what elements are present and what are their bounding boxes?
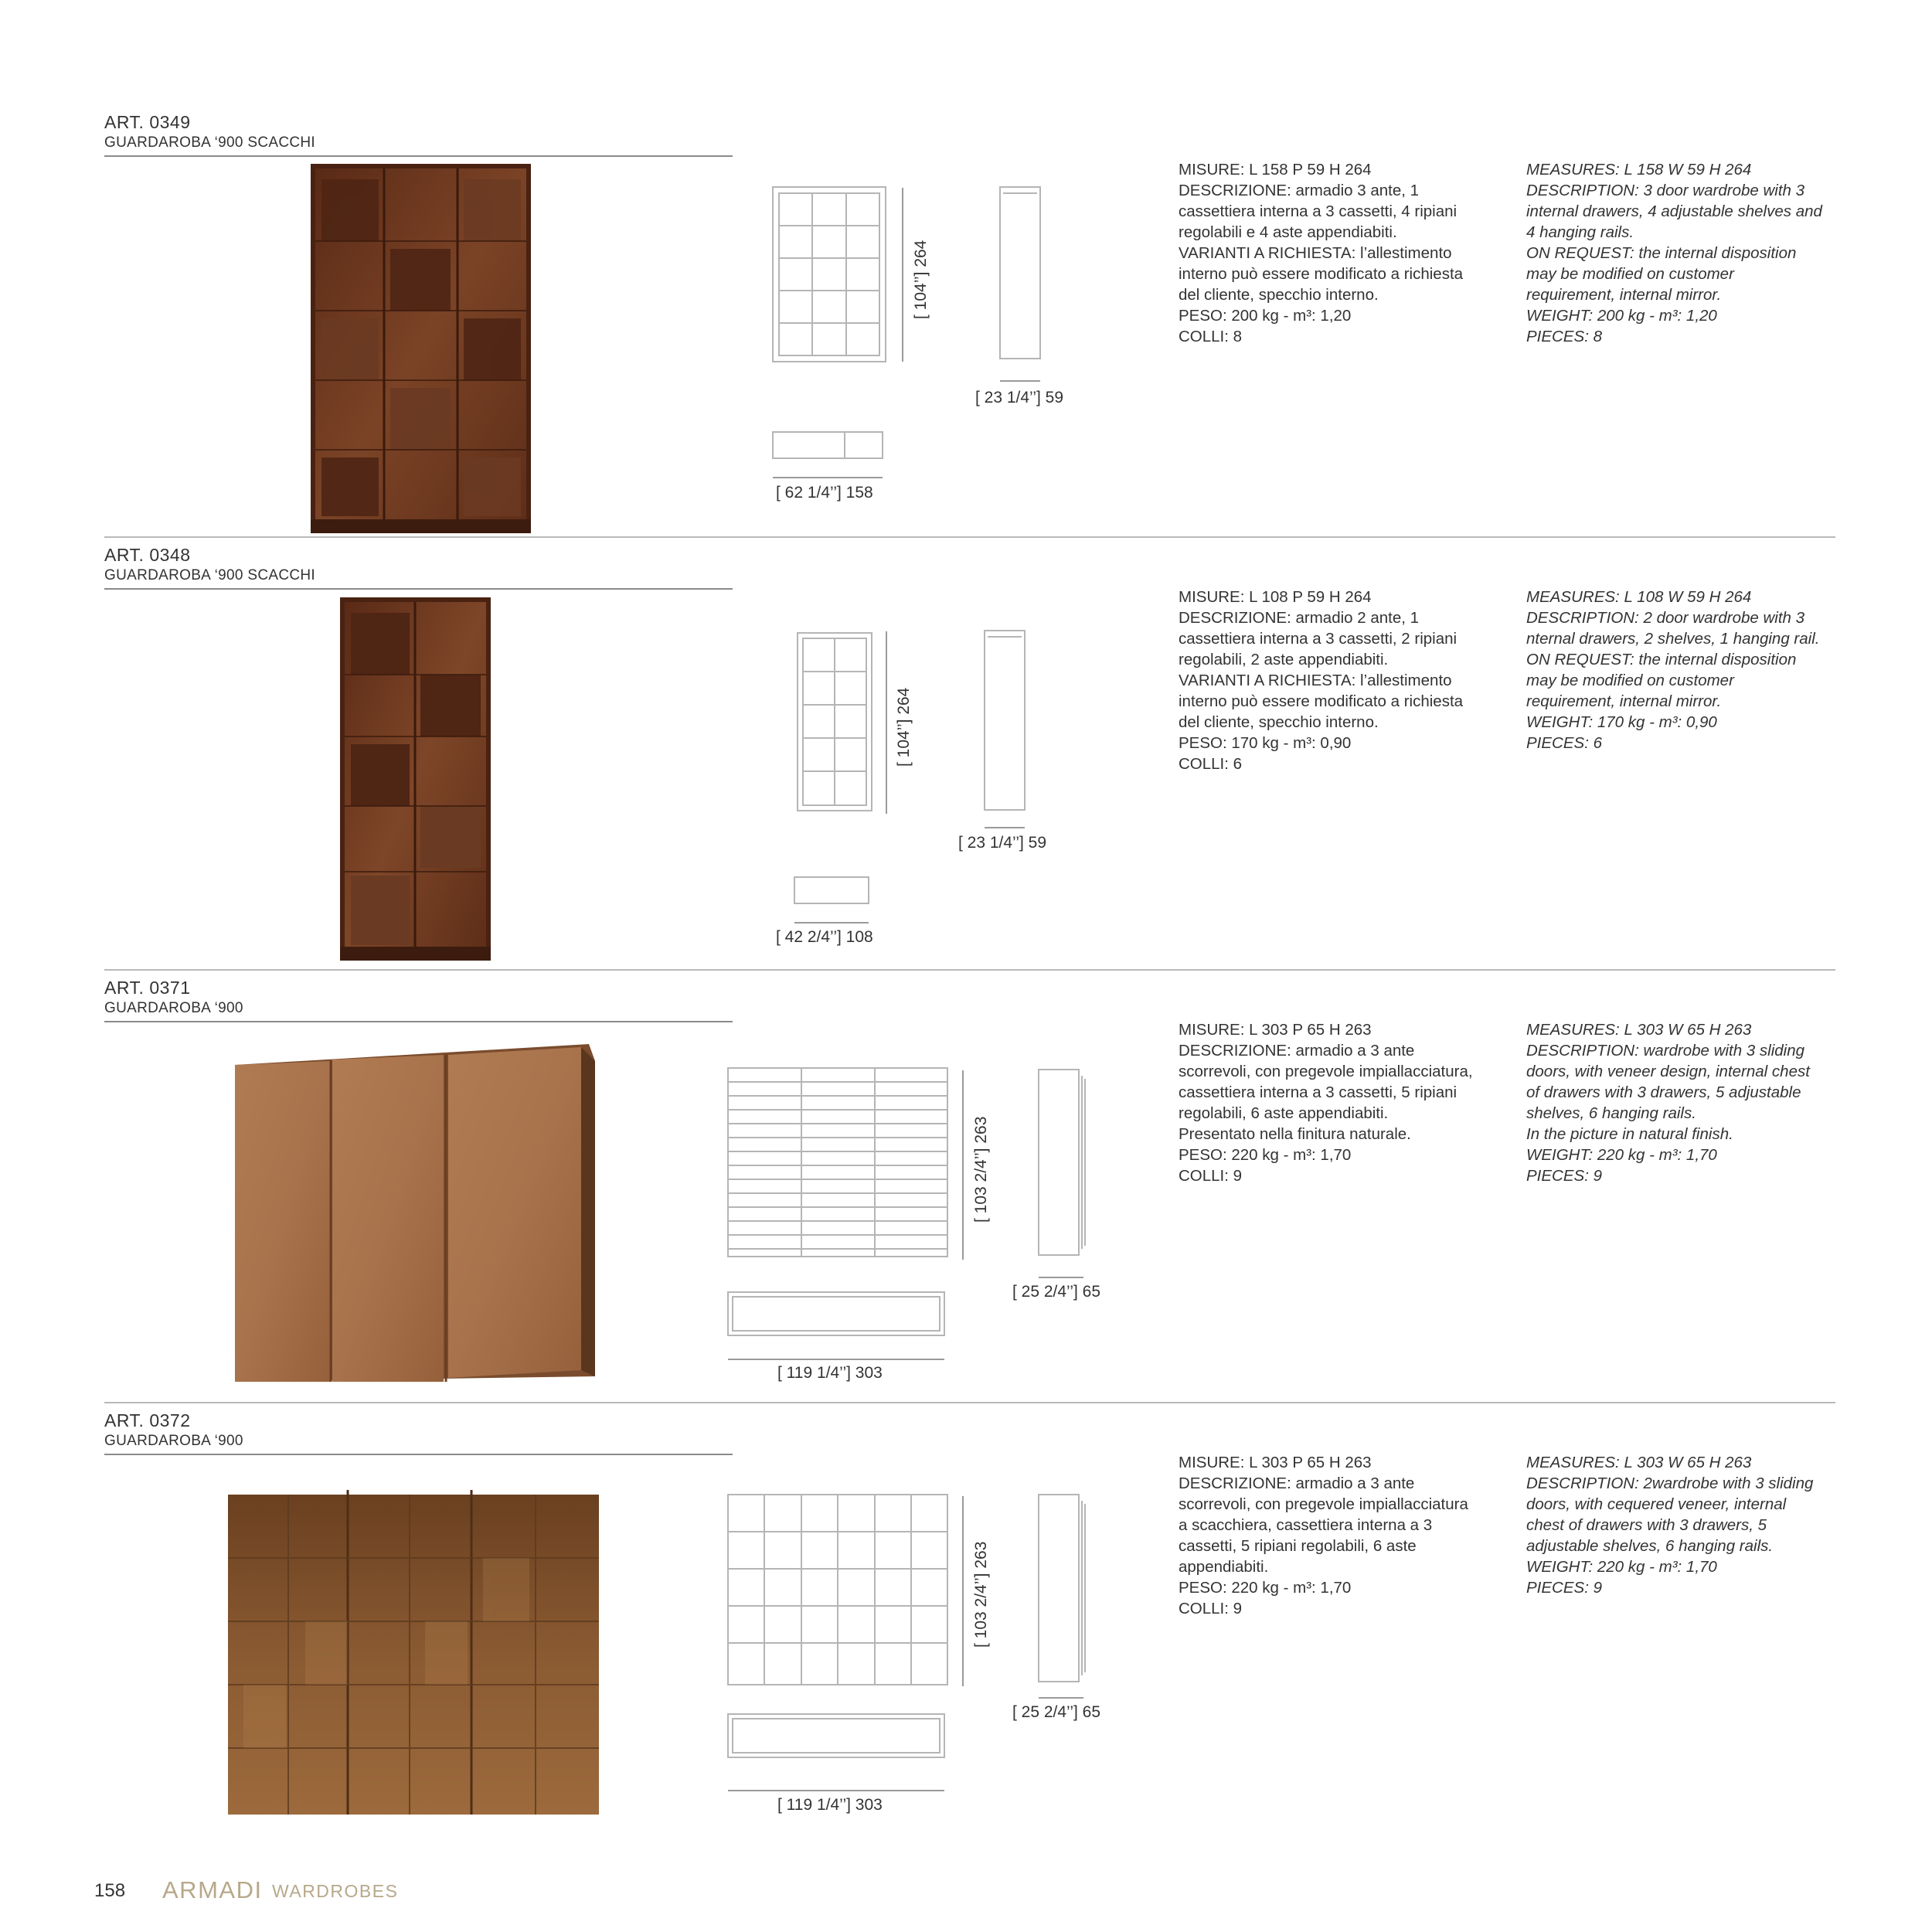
depth-dimension: [ 23 1/4’’] 59 [958, 834, 1047, 852]
depth-dimension-line [985, 827, 1025, 828]
width-dimension-line [728, 1790, 944, 1791]
height-dimension-line [962, 1496, 964, 1686]
description-english: MEASURES: L 108 W 59 H 264 DESCRIPTION: 2 door wardrobe with 3 nternal drawers, 2 shelves, 1 hanging rail. ON REQUEST: the internal disposition may be modified on customer requirement, internal mirror. WEIGHT: 170 kg - m³: 0,90 PIECES: 6 [1526, 588, 1820, 752]
front-elevation-drawing [796, 631, 875, 814]
description-english: MEASURES: L 303 W 65 H 263 DESCRIPTION: wardrobe with 3 sliding doors, with veneer design, internal chest of drawers with 3 drawers, 5 adjustable shelves, 6 hanging rails. In the picture in natural finish. WEIGHT: 220 kg - m³: 1,70 PIECES: 9 [1526, 1021, 1810, 1185]
width-dimension: [ 42 2/4’’] 108 [776, 928, 873, 946]
article-name: GUARDAROBA ‘900 SCACCHI [104, 567, 315, 583]
height-dimension-line [902, 188, 903, 362]
walnut-checkered-wardrobe-photo [340, 597, 491, 961]
depth-dimension-line [1000, 380, 1040, 382]
width-dimension: [ 119 1/4’’] 303 [777, 1796, 883, 1814]
article-name: GUARDAROBA ‘900 [104, 1433, 243, 1449]
description-italian: MISURE: L 303 P 65 H 263 DESCRIZIONE: armadio a 3 ante scorrevoli, con pregevole impiallacciatura a scacchiera, cassettiera interna a 3 cassetti, 5 ripiani regolabili, 6 aste appendiabiti. PESO: 220 kg - m³: 1,70 COLLI: 9 [1179, 1454, 1468, 1617]
depth-dimension: [ 25 2/4’’] 65 [1012, 1703, 1101, 1721]
depth-dimension-line [1039, 1697, 1083, 1699]
section-divider [104, 969, 1835, 971]
title-underline [104, 155, 733, 157]
side-elevation-drawing [1036, 1492, 1090, 1686]
article-code: ART. 0371 [104, 978, 191, 998]
page-number: 158 [94, 1880, 126, 1901]
width-dimension-line [773, 477, 883, 478]
title-underline [104, 1021, 733, 1022]
height-dimension: [ 104’’] 264 [895, 687, 913, 767]
article-name: GUARDAROBA ‘900 [104, 1000, 243, 1016]
section-title-italian: ARMADI [162, 1876, 263, 1903]
front-elevation-drawing [726, 1066, 951, 1260]
article-code: ART. 0348 [104, 545, 191, 565]
section-divider [104, 1402, 1835, 1403]
height-dimension: [ 103 2/4’’] 263 [972, 1541, 990, 1648]
article-name: GUARDAROBA ‘900 SCACCHI [104, 134, 315, 151]
height-dimension: [ 104’’] 264 [912, 240, 930, 319]
width-dimension-line [794, 922, 869, 923]
width-dimension: [ 62 1/4’’] 158 [776, 484, 873, 502]
front-elevation-drawing [771, 185, 889, 365]
top-plan-drawing [726, 1713, 947, 1762]
height-dimension-line [962, 1070, 964, 1260]
checkered-sliding-wardrobe-photo [228, 1490, 599, 1815]
description-english: MEASURES: L 303 W 65 H 263 DESCRIPTION: 2wardrobe with 3 sliding doors, with cequered veneer, internal chest of drawers with 3 drawers, 5 adjustable shelves, 6 hanging rails. WEIGHT: 220 kg - m³: 1,70 PIECES: 9 [1526, 1454, 1814, 1597]
title-underline [104, 588, 733, 590]
height-dimension-line [886, 631, 887, 814]
side-elevation-drawing [1036, 1066, 1090, 1260]
depth-dimension: [ 23 1/4’’] 59 [975, 389, 1064, 406]
title-underline [104, 1454, 733, 1455]
depth-dimension-line [1039, 1277, 1083, 1278]
description-english: MEASURES: L 158 W 59 H 264 DESCRIPTION: 3 door wardrobe with 3 internal drawers, 4 adjustable shelves and 4 hanging rails. ON REQUEST: the internal disposition may be modified on customer requirement, internal mirror. WEIGHT: 200 kg - m³: 1,20 PIECES: 8 [1526, 161, 1822, 345]
section-divider [104, 536, 1835, 538]
walnut-checkered-wardrobe-photo [311, 164, 531, 533]
width-dimension: [ 119 1/4’’] 303 [777, 1364, 883, 1382]
article-code: ART. 0349 [104, 112, 191, 132]
description-italian: MISURE: L 108 P 59 H 264 DESCRIZIONE: armadio 2 ante, 1 cassettiera interna a 3 cassetti, 2 ripiani regolabili, 2 aste appendiabiti. VARIANTI A RICHIESTA: l’allestimento interno può essere modificato a richiesta del cliente, specchio interno. PESO: 170 kg - m³: 0,90 COLLI: 6 [1179, 588, 1464, 773]
side-elevation-drawing [997, 184, 1043, 362]
depth-dimension: [ 25 2/4’’] 65 [1012, 1283, 1101, 1301]
front-elevation-drawing [726, 1493, 951, 1688]
veneer-sliding-wardrobe-photo [218, 1038, 604, 1386]
top-plan-drawing [793, 876, 872, 906]
side-elevation-drawing [981, 628, 1028, 813]
description-italian: MISURE: L 303 P 65 H 263 DESCRIZIONE: armadio a 3 ante scorrevoli, con pregevole impiallacciatura, cassettiera interna a 3 cassetti, 5 ripiani regolabili, 6 aste appendiabiti. Presentato nella finitura naturale. PESO: 220 kg - m³: 1,70 COLLI: 9 [1179, 1021, 1473, 1185]
article-code: ART. 0372 [104, 1410, 191, 1430]
section-title-english: WARDROBES [272, 1881, 399, 1901]
height-dimension: [ 103 2/4’’] 263 [972, 1116, 990, 1223]
top-plan-drawing [726, 1291, 947, 1340]
top-plan-drawing [771, 430, 884, 461]
width-dimension-line [728, 1359, 944, 1360]
description-italian: MISURE: L 158 P 59 H 264 DESCRIZIONE: armadio 3 ante, 1 cassettiera interna a 3 cassetti, 4 ripiani regolabili e 4 aste appendiabiti. VARIANTI A RICHIESTA: l’allestimento interno può essere modificato a richiesta del cliente, specchio interno. PESO: 200 kg - m³: 1,20 COLLI: 8 [1179, 161, 1464, 345]
